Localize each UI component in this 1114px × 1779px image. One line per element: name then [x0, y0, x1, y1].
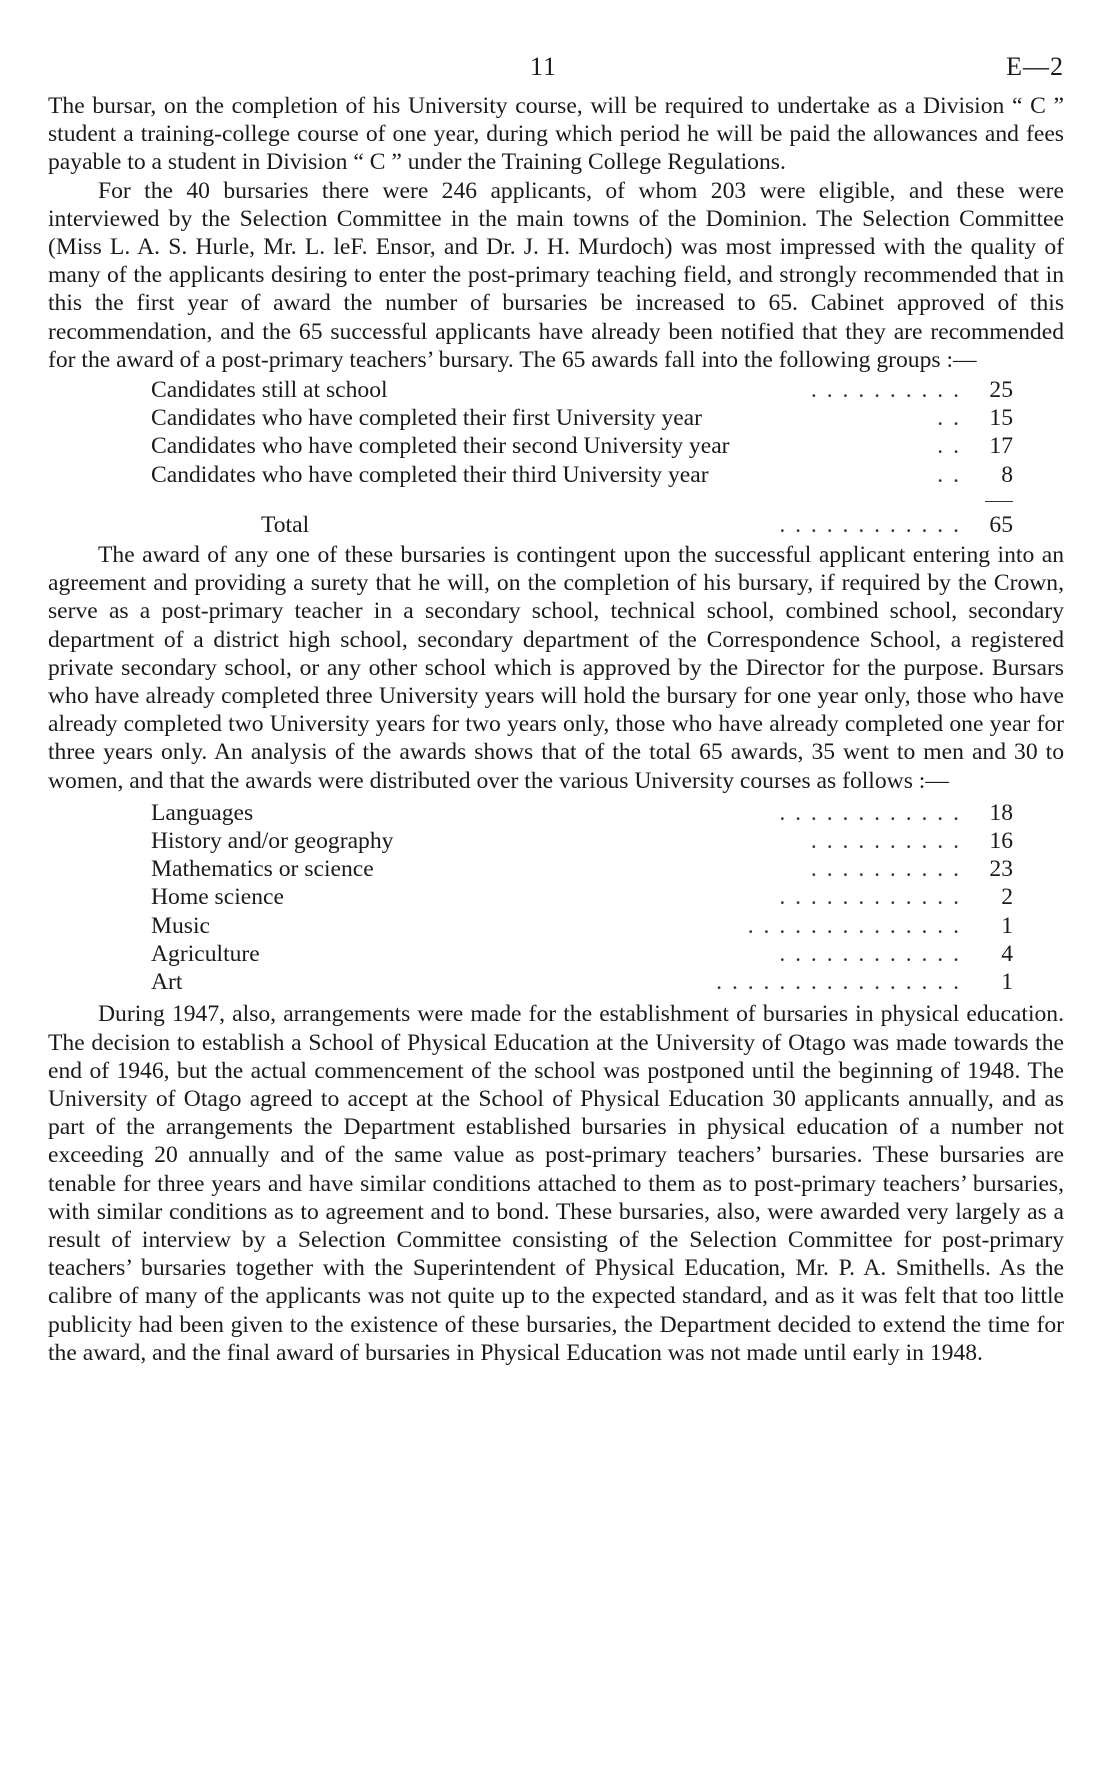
table-row: [151, 968, 1013, 996]
row-label: Mathematics or science: [151, 856, 374, 883]
leader-dots: . . . . . . . . . . . .: [779, 511, 961, 538]
row-value: 1: [1001, 912, 1013, 939]
table-row: [151, 376, 1013, 404]
row-value: 16: [989, 828, 1013, 855]
row-label: History and/or geography: [151, 828, 394, 855]
table-row: [151, 883, 1013, 911]
leader-dots: . . . . . . . . . . . .: [779, 799, 961, 826]
row-label: Home science: [151, 884, 284, 911]
page-number: 11: [530, 52, 558, 81]
paragraph-physical-education: During 1947, also, arrangements were made for the establishment of bursaries in physical education. The decision to establish a School of Physical Education at the University of Otago was made towards the end of 1946, but the actual commencement of the school was postponed until the beginning of 1948. The University of Otago agreed to accept at the School of Physical Education 30 applicants annually, and as part of the arrangements the Department established bursaries in physical education of a number not exceeding 20 annually and of the same value as post-primary teachers’ bursaries. These bursaries are tenable for three years and have similar conditions attached to them as to post-primary teachers’ bursaries, with similar conditions as to agreement and to bond. These bursaries, also, were awarded very largely as a result of interview by a Selection Committee consisting of the Selection Committee for post-primary teachers’ bursaries together with the Superintendent of Physical Education, Mr. P. A. Smithells. As the calibre of many of the applicants was not quite up to the expected standard, and as it was felt that too little publicity had been given to the existence of these bursaries, the Department decided to extend the time for the award, and the final award of bursaries in Physical Education was not made until early in 1948.: [48, 1001, 1064, 1366]
row-value: 1: [1001, 969, 1013, 996]
table-row: [151, 404, 1013, 432]
document-reference: E—2: [1006, 52, 1064, 81]
leader-dots: . . . . . . . . . . . .: [779, 940, 961, 967]
leader-dots: . . . . . . . . . .: [810, 377, 961, 404]
paragraph-bursar-training: The bursar, on the completion of his University course, will be required to undertake as a Division “ C ” student a training-college course of one year, during which period he will be paid the allowances and fees payable to a student in Division “ C ” under the Training College Regulations.: [48, 93, 1064, 176]
row-value: 2: [1001, 884, 1013, 911]
total-row: [261, 511, 1013, 539]
page-header: [48, 52, 1064, 92]
row-label: Languages: [151, 799, 254, 826]
leader-dots: . . . . . . . . . .: [810, 856, 961, 883]
row-label: Candidates who have completed their third University year: [151, 461, 709, 488]
leader-dots: . . . . . . . . . . . . . .: [747, 912, 961, 939]
total-rule-line: [985, 501, 1013, 502]
row-label: Candidates still at school: [151, 377, 388, 404]
document-page: [48, 52, 1064, 1367]
table-row: [151, 940, 1013, 968]
paragraph-applicants: For the 40 bursaries there were 246 applicants, of whom 203 were eligible, and these were interviewed by the Selection Committee in the main towns of the Dominion. The Selection Committee (Miss L. A. S. Hurle, Mr. L. leF. Ensor, and Dr. J. H. Murdoch) was most impressed with the quality of many of the applicants desiring to enter the post-primary teaching field, and strongly recommended that in this the first year of award the number of bursaries be increased to 65. Cabinet approved of this recommendation, and the 65 successful applicants have already been notified that they are recommended for the award of a post-primary teachers’ bursary. The 65 awards fall into the following groups :—: [48, 177, 1064, 373]
total-label: Total: [261, 511, 310, 538]
table-row: [151, 432, 1013, 460]
table-row: [151, 912, 1013, 940]
table-row: [151, 855, 1013, 883]
courses-table: [151, 799, 1013, 996]
leader-dots: . . . . . . . . . . . . . . . .: [716, 969, 961, 996]
row-label: Agriculture: [151, 940, 260, 967]
row-label: Music: [151, 912, 210, 939]
table-row: [151, 799, 1013, 827]
row-value: 4: [1001, 940, 1013, 967]
leader-dots: . .: [937, 433, 961, 460]
total-value: 65: [989, 511, 1013, 538]
row-label: Candidates who have completed their second University year: [151, 433, 730, 460]
row-label: Art: [151, 969, 183, 996]
leader-dots: . . . . . . . . . .: [810, 828, 961, 855]
leader-dots: . .: [937, 461, 961, 488]
table-row: [151, 827, 1013, 855]
row-value: 25: [989, 377, 1013, 404]
award-groups-table: [151, 376, 1013, 539]
row-value: 8: [1001, 461, 1013, 488]
row-value: 15: [989, 405, 1013, 432]
row-value: 23: [989, 856, 1013, 883]
total-rule: [151, 489, 1013, 511]
row-label: Candidates who have completed their first University year: [151, 405, 703, 432]
paragraph-award-conditions: The award of any one of these bursaries is contingent upon the successful applicant entering into an agreement and providing a surety that he will, on the completion of his bursary, if required by the Crown, serve as a post-primary teacher in a secondary school, technical school, combined school, secondary department of a district high school, secondary department of the Correspondence School, a registered private secondary school, or any other school which is approved by the Director for the purpose. Bursars who have already completed three University years will hold the bursary for one year only, those who have already completed two University years for two years only, those who have already completed one year for three years only. An analysis of the awards shows that of the total 65 awards, 35 went to men and 30 to women, and that the awards were distributed over the various University courses as follows :—: [48, 542, 1064, 794]
row-value: 18: [989, 799, 1013, 826]
row-value: 17: [989, 433, 1013, 460]
leader-dots: . . . . . . . . . . . .: [779, 884, 961, 911]
table-row: [151, 461, 1013, 489]
leader-dots: . .: [937, 405, 961, 432]
